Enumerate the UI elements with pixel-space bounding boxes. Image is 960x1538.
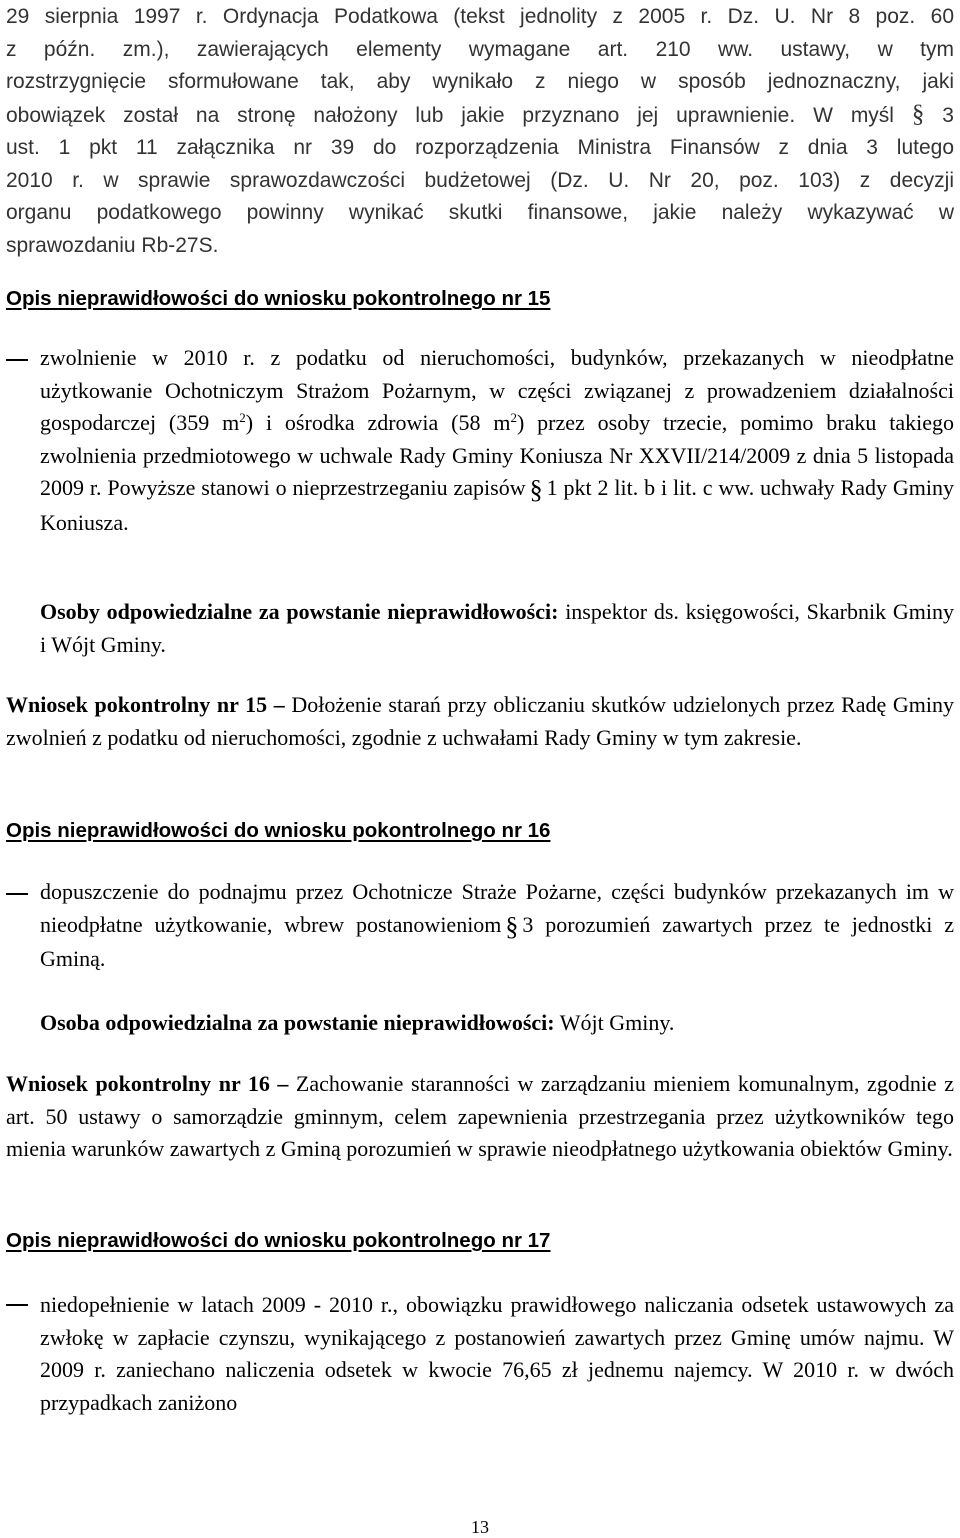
responsible-value: inspektor ds. księgowości, Skarbnik Gminy i Wójt Gminy.	[40, 599, 954, 657]
motion-text: Zachowanie staranności w zarządzaniu mieniem komunalnym, zgodnie z art. 50 ustawy o samorządzie gminnym, celem zapewnienia przestrzegania przez użytkowników tego mienia warunków zawartych z Gminą porozumień w sprawie nieodpłatnego użytkowania obiektów Gminy.	[6, 1071, 954, 1161]
motion-label: Wniosek pokontrolny nr 16 –	[6, 1071, 289, 1096]
intro-line-text: 3	[942, 103, 954, 127]
responsible-label: Osoby odpowiedzialne za powstanie nieprawidłowości:	[40, 599, 559, 624]
section-sign: §	[529, 475, 543, 504]
motion-text: Dołożenie starań przy obliczaniu skutków udzielonych przez Radę Gminy zwolnień z podatku od nieruchomości, zgodnie z uchwałami Rady Gminy w tym zakresie.	[6, 692, 954, 750]
section-sign: §	[911, 100, 925, 128]
intro-line-text: obowiązek został na stronę nałożony lub jakie przyznano jej uprawnienie. W myśl	[6, 103, 894, 127]
superscript: 2	[239, 410, 246, 425]
item-text: 1 pkt 2 lit. b i lit. c ww. uchwały Rady Gminy Koniusza.	[40, 475, 954, 535]
section-heading-15: Opis nieprawidłowości do wniosku pokontrolnego nr 15	[6, 287, 551, 310]
irregularity-item-17: niedopełnienie w latach 2009 - 2010 r., obowiązku prawidłowego naliczania odsetek ustawowych za zwłokę w zapłacie czynszu, wynikającego z postanowień zawartych przez Gminę umów najmu. W 2009 r. zaniechano naliczenia odsetek w kwocie 76,65 zł jednemu najemcy. W 2010 r. w dwóch przypadkach zaniżono	[40, 1292, 954, 1415]
intro-line: 2010 r. w sprawie sprawozdawczości budżetowej (Dz. U. Nr 20, poz. 103) z decyzji	[6, 168, 954, 192]
section-heading-16: Opis nieprawidłowości do wniosku pokontrolnego nr 16	[6, 819, 551, 842]
motion-label: Wniosek pokontrolny nr 15 –	[6, 692, 285, 717]
irregularity-item-15	[40, 342, 954, 539]
item-text: 3 porozumień zawartych przez te jednostki z Gminą.	[40, 911, 954, 971]
motion-16	[6, 1068, 954, 1166]
responsible-persons-15	[40, 596, 954, 661]
irregularity-item-16	[40, 876, 954, 976]
item-text: dopuszczenie do podnajmu przez Ochotnicze Straże Pożarne, części budynków przekazanych im w nieodpłatne użytkowanie, wbrew postanowieniom	[40, 879, 954, 937]
intro-line: ust. 1 pkt 11 załącznika nr 39 do rozporządzenia Ministra Finansów z dnia 3 lutego	[6, 136, 954, 159]
list-dash	[6, 359, 28, 361]
intro-line: z późn. zm.), zawierających elementy wymagane art. 210 ww. ustawy, w tym	[6, 37, 954, 61]
responsible-label: Osoba odpowiedzialna za powstanie nieprawidłowości:	[40, 1010, 555, 1035]
motion-15	[6, 689, 954, 754]
responsible-value: Wójt Gminy.	[559, 1010, 675, 1035]
item-text: zwolnienie w 2010 r. z podatku od nieruchomości, budynków, przekazanych w nieodpłatne użytkowanie Ochotniczym Strażom Pożarnym, w części związanej z prowadzeniem działalności gospodarczej (359 m	[40, 345, 954, 435]
item-text: ) i ośrodka zdrowia (58 m	[245, 410, 511, 435]
intro-line: rozstrzygnięcie sformułowane tak, aby wynikało z niego w sposób jednoznaczny, jaki	[6, 70, 954, 93]
section-sign: §	[505, 911, 519, 941]
intro-line: organu podatkowego powinny wynikać skutki finansowe, jakie należy wykazywać w	[6, 201, 954, 224]
item-text: ) przez osoby trzecie, pomimo braku takiego zwolnienia przedmiotowego w uchwale Rady Gminy Koniusza Nr XXVII/214/2009 z dnia 5 listopada 2009 r. Powyższe stanowi o nieprzestrzeganiu zapisów	[40, 410, 954, 500]
page-number: 13	[471, 1517, 489, 1537]
list-dash	[6, 893, 28, 895]
superscript: 2	[510, 410, 517, 425]
intro-paragraph	[6, 1, 954, 262]
section-heading-17: Opis nieprawidłowości do wniosku pokontrolnego nr 17	[6, 1229, 551, 1252]
responsible-person-16	[40, 1007, 954, 1040]
intro-line	[6, 99, 954, 133]
intro-line: sprawozdaniu Rb-27S.	[6, 233, 219, 257]
intro-line: 29 sierpnia 1997 r. Ordynacja Podatkowa (tekst jednolity z 2005 r. Dz. U. Nr 8 poz. 60	[6, 5, 954, 28]
list-dash	[6, 1304, 28, 1306]
